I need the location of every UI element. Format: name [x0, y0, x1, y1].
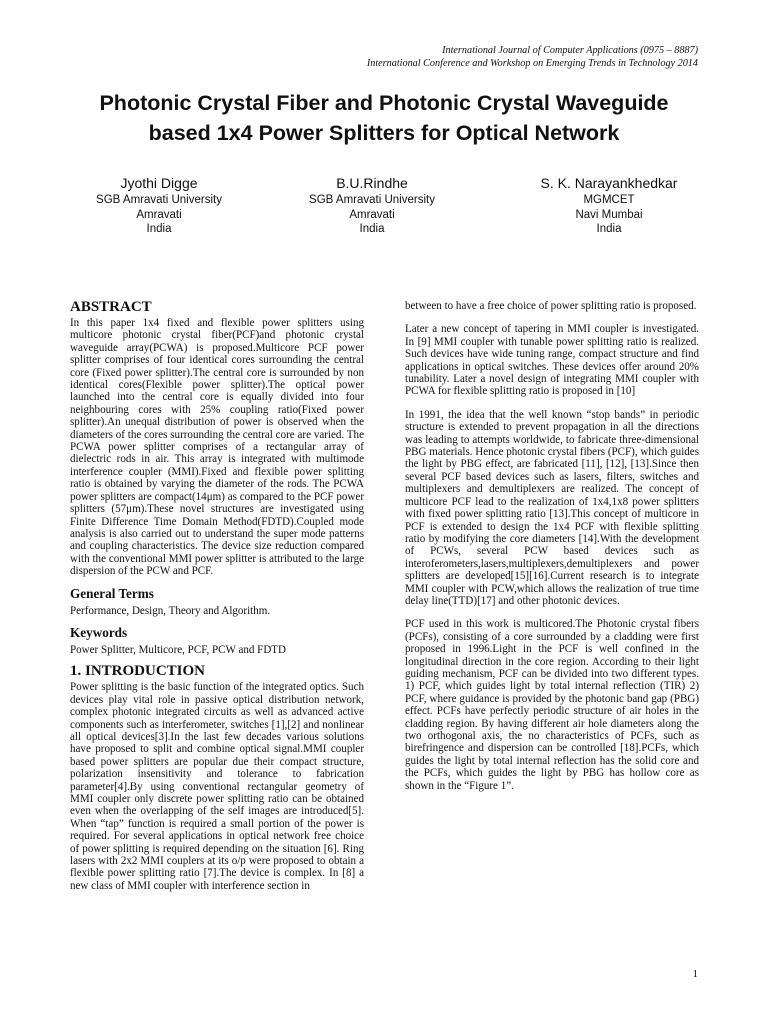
general-terms-text: Performance, Design, Theory and Algorithm. [70, 604, 271, 617]
author-block [59, 174, 259, 237]
author-name: S. K. Narayankhedkar [540, 175, 678, 191]
keywords-text: Power Splitter, Multicore, PCF, PCW and FDTD [70, 643, 287, 656]
introduction-paragraph: Power splitting is the basic function of the integrated optics. Such devices play vital role in passive optical distribution network, complex photonic integrated circuits as well as advanced active components such as interferometer, switches [1],[2] and nonlinear all optical devices[3].In the last few decades various solutions have proposed to split and combine optical signal.MMI coupler based power splitters are popular due their compact structure, polarization insensitivity and tolerance to fabrication parameter[4].By using conventional rectangular geometry of MMI coupler only discrete power splitting ratio can be obtained even when the overlapping of the self images are introduced[5]. When “tap” function is required a small portion of the power is required. For several applications in optical network free choice of power splitting is required depending on the situation [6]. Ring lasers with 2x2 MMI couplers at its o/p were proposed to obtain a flexible power splitting ratio [7].The device is complex. In [8] a new class of MMI coupler with interference section in [70, 681, 364, 892]
body-paragraph: between to have a free choice of power splitting ratio is proposed. [405, 300, 697, 312]
introduction-heading: 1. INTRODUCTION [70, 663, 206, 680]
author-city: Amravati [136, 208, 182, 221]
body-paragraph: PCF used in this work is multicored.The Photonic crystal fibers (PCFs), consisting of a core surrounded by a cladding were first proposed in 1996.Light in the PCF is well confined in the longitudinal direction in the core region. According to their light guiding mechanism, PCF can be divided into two different types. 1) PCF, which guides light by total internal reflection (TIR) 2) PCF, where guidance is provided by the photonic band gap (PBG) effect. PCFs have perfectly periodic structure of air holes in the cladding region. By having different air hole diameters along the two orthogonal axis, the no characteristics of PCFs, such as birefringence and dispersion can be controlled [18].PCFs, which guides the light by total internal reflection has the solid core and the PCFs, which guides the light by PBG has hollow core as shown in the “Figure 1”. [405, 618, 699, 792]
author-affiliation: SGB Amravati University [96, 194, 222, 206]
running-header [198, 44, 698, 70]
author-block [272, 174, 472, 237]
left-column [70, 298, 364, 892]
author-affiliation: MGMCET [583, 194, 635, 206]
journal-name: International Journal of Computer Applications (0975 – 8887) [442, 45, 698, 56]
author-country: India [146, 223, 172, 235]
right-column [405, 300, 699, 792]
body-paragraph: Later a new concept of tapering in MMI coupler is investigated. In [9] MMI coupler with tunable power splitting ratio is realized. Such devices have wide tuning range, compact structure and find applications in optical switches. These devices offer around 20% tunability. Later a novel design of integrating MMI coupler with PCWA for flexible splitting ratio is proposed in [10] [405, 323, 699, 398]
general-terms-heading: General Terms [70, 585, 154, 601]
abstract-heading: ABSTRACT [70, 299, 152, 315]
author-name: B.U.Rindhe [336, 175, 408, 191]
paper-title [40, 88, 728, 148]
abstract-text: In this paper 1x4 fixed and flexible power splitters using multicore photonic crystal fiber(PCF)and photonic crystal waveguide array(PCWA) is proposed.Multicore PCF power splitter comprises of four identical cores surrounding the central core (Fixed power splitter).The central core is surrounded by non identical cores(Flexible power splitter).The optical power launched into the central core is equally divided into four neighbouring cores with 25% coupling ratio(Fixed power splitter).An unequal distribution of power is observed when the diameters of the cores surrounding the central core are varied. The PCWA power splitter comprises of a rectangular array of dielectric rods in air. This array is integrated with multimode interference coupler (MMI).Fixed and flexible power splitting ratio is obtained by varying the diameter of the rods. The PCWA power splitters are compact(14μm) as compared to the PCF power splitters (57μm).These novel structures are investigated using Finite Difference Time Domain Method(FDTD).Coupled mode analysis is also carried out to understand the super mode patterns and coupling characteristics. The device size reduction compared with the conventional MMI power splitter is attributed to the large dispersion of the PCW and PCF. [70, 317, 364, 578]
page-number: 1 [692, 968, 698, 980]
author-city: Navi Mumbai [575, 208, 643, 221]
title-line-1: Photonic Crystal Fiber and Photonic Crystal Waveguide [99, 91, 669, 115]
author-country: India [596, 223, 622, 235]
author-affiliation: SGB Amravati University [309, 194, 435, 206]
body-paragraph: In 1991, the idea that the well known “stop bands” in periodic structure is extended to prevent propagation in all the directions was leading to attempts worldwide, to fabricate three-dimensional PBG materials. Hence photonic crystal fibers (PCF), which guides the light by PBG effect, are fabricated [11], [12], [13].Since then several PCF based devices such as lasers, filters, switches and multiplexers and demultiplexers are realized. The concept of multicore PCF lead to the realization of 1x4,1x8 power splitters with fixed power splitting ratio [13].This concept of multicore in PCF is extended to design the 1x4 PCF with flexible splitting ratio by modifying the core diameters [14].With the development of PCWs, several PCW based devices such as interoferometers,lasers,multiplexers,demultiplexers and power splitters are developed[15][16].Current research is to integrate MMI coupler with PCW,which allows the realization of true time delay line(TTD)[17] and other photonic devices. [405, 408, 699, 607]
title-line-2: based 1x4 Power Splitters for Optical Network [148, 121, 620, 145]
author-city: Amravati [349, 208, 395, 221]
conference-name: International Conference and Workshop on Emerging Trends in Technology 2014 [366, 58, 698, 69]
keywords-heading: Keywords [70, 624, 128, 640]
author-name: Jyothi Digge [120, 175, 198, 191]
author-block [509, 174, 709, 237]
author-country: India [359, 223, 385, 235]
